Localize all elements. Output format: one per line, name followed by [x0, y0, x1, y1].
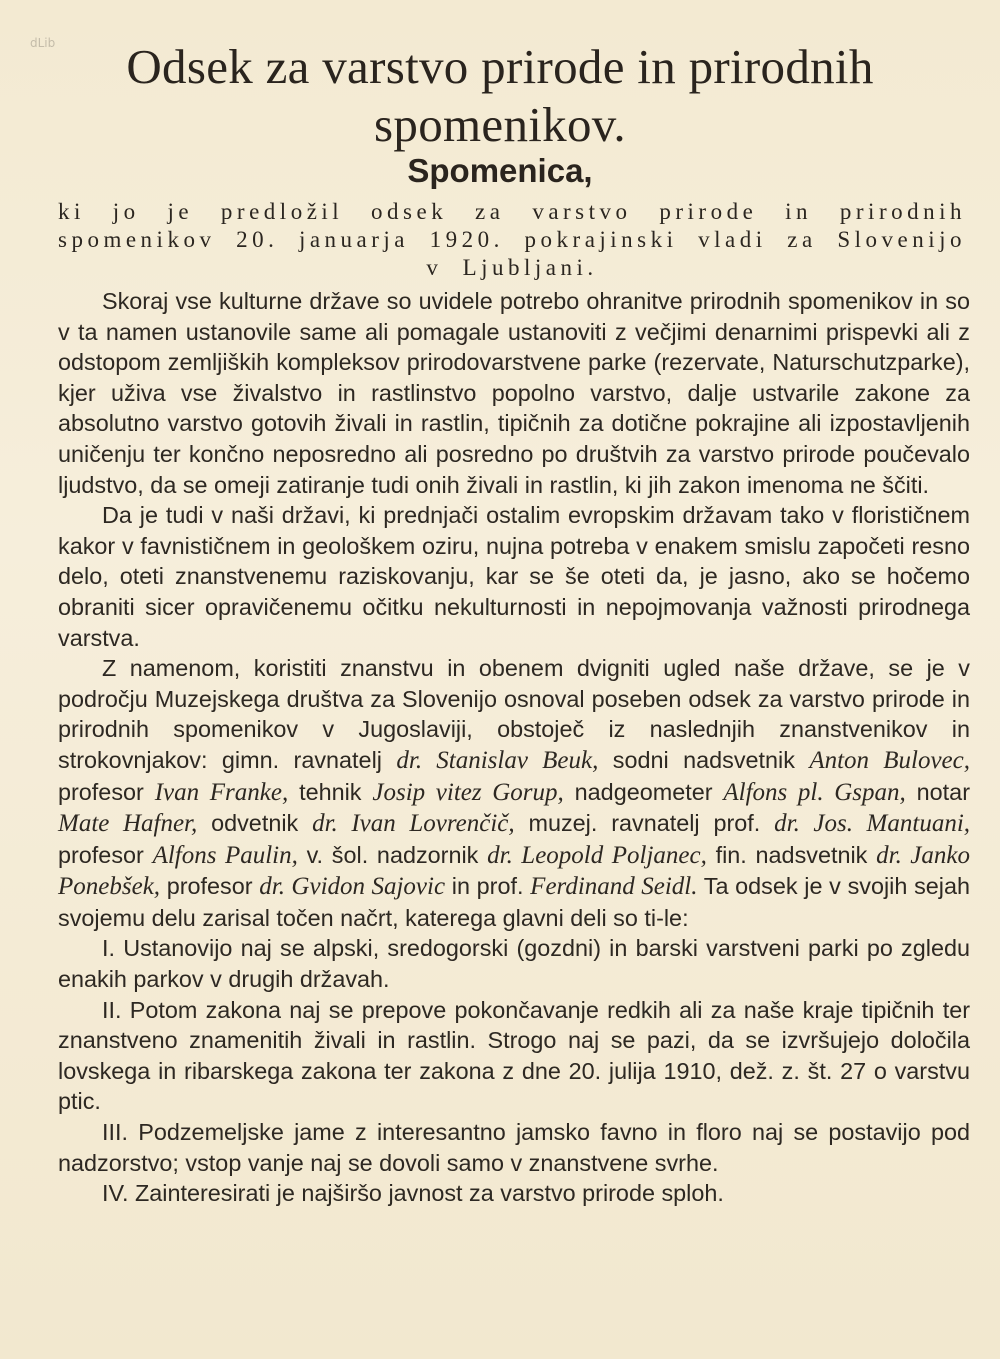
intro-line: ki jo je predložil odsek za varstvo prirode in prirodnih spomenikov 20. januarja 1920. pokrajinski vladi za Slovenijo v Ljubljani.: [58, 199, 966, 280]
member-name: Alfons Paulin,: [152, 841, 298, 869]
body-text: [58, 286, 970, 1209]
paragraph-2: Da je tudi v naši državi, ki prednjači ostalim evropskim državam tako v florističnem kakor v favnističnem in geološkem oziru, nujna potreba v enakem smislu započeti resno delo, oteti znanstvenemu raziskovanju, kar se še oteti da, je jasno, ako se hočemo obraniti sicer opravičenemu očitku nekulturnosti in nepojmovanja važnosti prirodnega varstva.: [58, 502, 970, 651]
member-name: dr. Stanislav Beuk,: [396, 746, 599, 774]
member-name: Ivan Franke,: [154, 778, 289, 806]
text-run: tehnik: [288, 778, 373, 805]
paragraph-4: I. Ustanovijo naj se alpski, sredogorski (gozdni) in barski varstveni parki po zgledu enakih parkov v drugih državah.: [58, 935, 970, 993]
paragraph-3: [58, 653, 970, 933]
member-name: Ferdinand Seidl.: [530, 873, 698, 901]
member-name: dr. Leopold Poljanec,: [487, 841, 707, 869]
page-title: Odsek za varstvo prirode in prirodnih spomenikov.: [126, 39, 874, 152]
member-name: Josip vitez Gorup,: [372, 778, 564, 806]
member-name: Anton Bulovec,: [809, 746, 970, 774]
text-run: sodni nadsvetnik: [598, 746, 810, 773]
text-run: notar: [905, 778, 970, 805]
paragraph-5: II. Potom zakona naj se prepove pokončavanje redkih ali za naše kraje tipičnih ter znanstveno znamenitih živali in rastlin. Strogo naj se pazi, da se izvršujejo določila lovskega in ribarskega zakona ter zakona z dne 20. julija 1910, dež. z. št. 27 o varstvu ptic.: [58, 996, 970, 1115]
text-run: muzej. ravnatelj prof.: [514, 810, 775, 837]
member-name: dr. Jos. Mantuani,: [774, 810, 971, 838]
paragraph-6: III. Podzemeljske jame z interesantno jamsko favno in floro naj se postavijo pod nadzorstvo; vstop vanje naj se dovoli samo v znanstvene svrhe.: [58, 1119, 970, 1176]
text-run: Ta odsek je v svojih sejah svojemu delu zarisal točen načrt, katerega glavni deli so ti-le:: [58, 873, 970, 931]
text-run: Z namenom, koristiti znanstvu in obenem dvigniti ugled naše države, se je v področju Muzejskega društva za Slovenijo osnoval poseben odsek za varstvo prirode in prirodnih spomenikov v Jugoslaviji, obstoječ iz naslednjih znanstvenikov in strokovnjakov: gimn. ravnatelj: [58, 655, 970, 773]
member-name: dr. Gvidon Sajovic: [259, 873, 446, 901]
text-run: in prof.: [445, 873, 531, 900]
text-run: profesor: [58, 778, 155, 805]
member-name: dr. Ivan Lovrenčič,: [312, 810, 515, 838]
text-run: profesor: [160, 873, 260, 900]
member-name: dr. Janko Ponebšek,: [58, 841, 971, 901]
paragraph-7: IV. Zainteresirati je najširšo javnost za varstvo prirode sploh.: [102, 1180, 724, 1207]
member-name: Mate Hafner,: [58, 810, 198, 838]
paragraph-1: Skoraj vse kulturne države so uvidele potrebo ohranitve prirodnih spomenikov in so v ta namen ustanovile same ali pomagale ustanoviti z večjimi denarnimi prispevki ali z odstopom zemljiških kompleksov prirodovarstvene parke (rezervate, Naturschutzparke), kjer uživa vse živalstvo in rastlinstvo popolno varstvo, dalje ustvarile zakone za absolutno varstvo gotovih živali in rastlin, tipičnih za dotične pokrajine ali izpostavljenih uničenju ter končno neposredno ali posredno po društvih za varstvo prirode poučevalo ljudstvo, da se omeji zatiranje tudi onih živali in rastlin, ki jih zakon imenoma ne ščiti.: [58, 288, 970, 498]
text-run: profesor: [58, 841, 153, 868]
text-run: fin. nadsvetnik: [706, 841, 877, 868]
text-run: odvetnik: [197, 810, 313, 837]
text-run: v. šol. nadzornik: [297, 841, 488, 868]
text-run: nadgeometer: [563, 778, 724, 805]
document-subtitle: Spomenica,: [407, 152, 593, 189]
member-name: Alfons pl. Gspan,: [723, 778, 906, 806]
library-stamp: dLib: [30, 36, 56, 50]
